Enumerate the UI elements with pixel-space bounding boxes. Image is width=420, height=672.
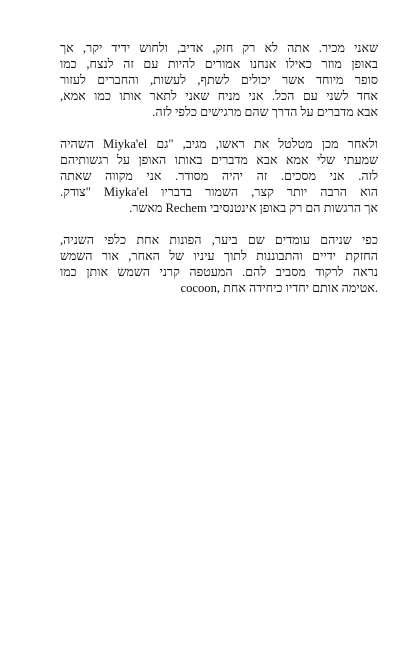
paragraph-3 (60, 232, 378, 296)
paragraph-3-line-4: cocoon, אטימה אותם יחדיו כיחידה אחת. (180, 281, 378, 295)
paragraph-2-line-3: לזה. אני מסכים. זה יהיה מסודר. אני מקווה שאתה (60, 169, 378, 183)
paragraph-1-line-3: סופר מיוחד אשר יכולים לשתף, לעשות, והחברים לעזור (60, 73, 378, 87)
paragraph-2-line-2: שמעתי שלי אמא אבא מדברים באותו האופן על רגשותיהם (60, 153, 378, 167)
paragraph-2-line-4: הוא הרבה יותר קצר, השמור בדבריו Miyka'el "צודק. (60, 185, 378, 199)
paragraph-1-line-1: שאני מכיר. אתה לא רק חזק, אדיב, ולחוש ידיד יקר, אך (60, 41, 378, 55)
paragraph-3-line-3: נראה לרקוד מסביב להם. המעטפה קרני השמש אותן כמו (60, 265, 378, 279)
document-page (60, 40, 378, 312)
paragraph-3-line-2: החזקת ידיים והתבוננות לתוך עיניו של האחר, אור השמש (60, 249, 378, 263)
paragraph-1-line-4: אחד לשני עם הכל. אני מניח שאני לתאר אותו כמו אמא, (60, 89, 378, 103)
paragraph-2 (60, 136, 378, 216)
paragraph-2-line-1: ולאחר מכן מטלטל את ראשו, מגיב, "גם Miyka'el השהיה (60, 137, 378, 151)
paragraph-1 (60, 40, 378, 120)
paragraph-1-line-2: באופן מוזר כאילו אנחנו אמורים להיות עם זה לנצח, כמו (60, 57, 378, 71)
paragraph-2-line-5: אך הרגשות הם רק באופן אינטנסיבי Rechem מאשר. (129, 201, 378, 215)
paragraph-3-line-1: כפי שניהם עומדים שם ביער, הפונות אחת כלפי השניה, (60, 233, 378, 247)
paragraph-1-line-5: אבא מדברים על הדרך שהם מרגישים כלפי לזה. (152, 105, 378, 119)
